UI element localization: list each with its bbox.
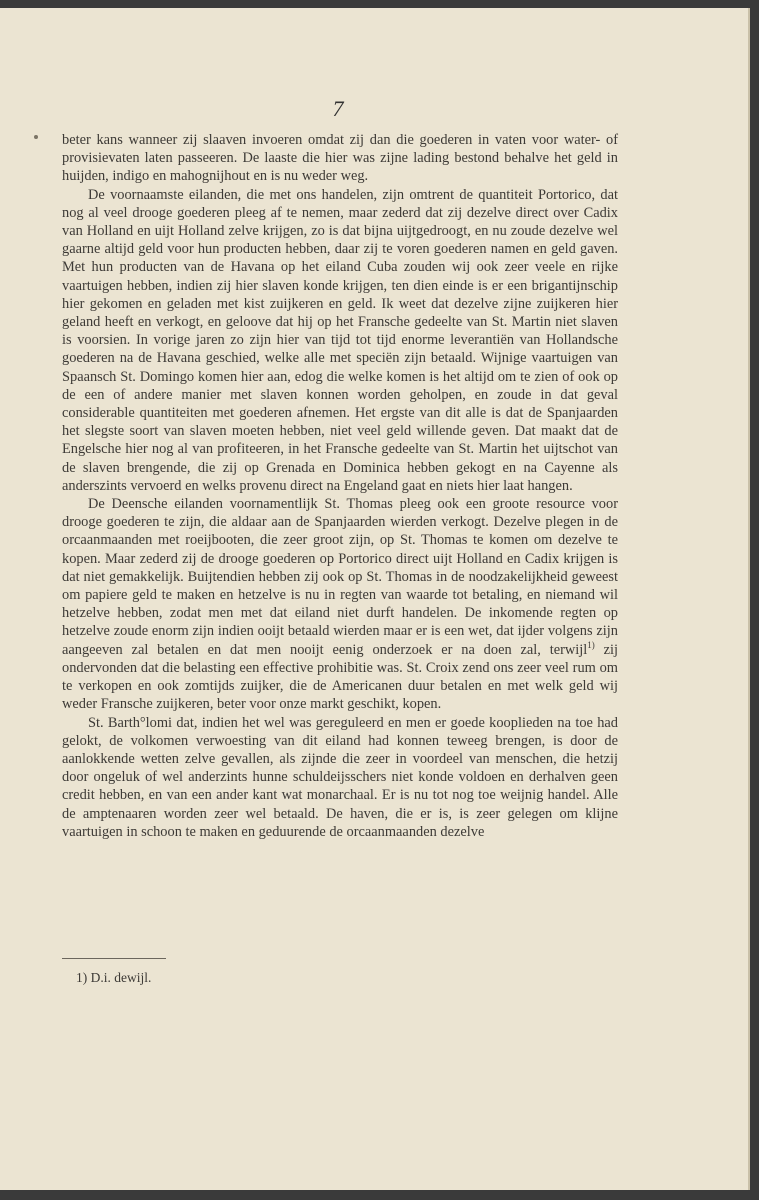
footnote-marker: 1) (76, 970, 88, 985)
paragraph-1: beter kans wanneer zij slaaven invoeren omdat zij dan die goederen in vaten voor water- of provisievaten laten passeeren. De laaste die hier was zijne lading bestond behalve het geld in huijden, indigo en mahognijhout en is nu weder weg. (62, 132, 618, 185)
document-page (0, 8, 750, 1190)
paragraph-4: St. Barth°lomi dat, indien het wel was gereguleerd en men er goede kooplieden na toe had gelokt, de volkomen verwoesting van dit eiland had konnen teweeg brengen, is door de aanlokkende wetten zelve gevallen, als zijnde die zeer in voordeel van menschen, die hetzij door ongeluk of wel anderzints hunne schuldeijsschers niet konde voldoen en derhalven geen credit hebben, en van een ander kant wat monarchaal. Er is nu tot nog toe weijnig handel. Alle de amptenaaren worden zeer wel betaald. De haven, die er is, is zeer gelegen om klijne vaartuigen in schoon te maken en geduurende de orcaanmaanden dezelve (62, 714, 618, 840)
footnote-divider (62, 958, 166, 959)
paragraph-3-text: De Deensche eilanden voornamentlijk St. Thomas pleeg ook een groote resource voor drooge goederen te zijn, die aldaar aan de Spanjaarden wierden verkogt. Dezelve plegen in de orcaanmaanden met roeijbooten, die zeer groot zijn, op St. Thomas te komen om dezelve te kopen. Maar zederd zij de drooge goederen op Portorico direct uijt Holland en Cadix krijgen is dat niet gemakkelijk. Buijtendien hebben zij ook op St. Thomas in de noodzakelijkheid geweest om papiere geld te maken en hetzelve is nu in regten van waarde tot betaling, en niemand wil hetzelve hebben, zodat men met dat eiland niet durft handelen. De inkomende regten op hetzelve zoude enorm zijn indien ooijt betaald wierden maar er is een wet, dat ijder volgens zijn aangeeven zal betalen en dat men nooijt eenig onderzoek er na doen zal, terwijl (62, 496, 618, 658)
paragraph-3 (62, 495, 618, 713)
paragraph-3-tail: zij ondervonden dat die belasting een effective prohibitie was. St. Croix zend ons zeer veel rum om te verkopen en ook zomtijds zuijker, die de Americanen duur betalen en met welk geld wij weder Fransche zuijkeren, beter voor onze markt geschikt, kopen. (62, 641, 619, 713)
footnote-text: D.i. dewijl. (90, 970, 152, 985)
page-number: 7 (332, 96, 344, 121)
footnote-reference: 1) (587, 639, 595, 650)
paragraph-2: De voornaamste eilanden, die met ons handelen, zijn omtrent de quantiteit Portorico, dat nog al veel drooge goederen pleeg af te nemen, maar zederd dat zij dezelve direct over Cadix van Holland en uijt Holland zelve krijgen, zo is dat bijna uijtgedroogt, en nu zoude dezelve wel gaarne altijd geld voor hun producten hebben, daar zij te voren goederen namen en geld gaven. Met hun producten van de Havana op het eiland Cuba zouden wij ook zeer veele en rijke vaartuigen hebben, indien zij hier slaven konde krijgen, ten dien einde is er een brigantijnschip hier gekomen en geladen met kist zuijkeren en geld. Ik weet dat dezelve zijne zuijkeren hier geland heeft en verkogt, en geloove dat hij op het Fransche gedeelte van St. Martin niet slaven is voorsien. In vorige jaren zo zijn hier van tijd tot tijd enorme leverantiën van Hollandsche goederen na de Havana geschied, welke alle met speciën zijn betaald. Wijnige vaartuigen van Spaansch St. Domingo komen hier aan, edog die welke komen is het altijd om te zien of ook op de een of andere manier met slaven konnen worden geholpen, en zoude in dat geval considerable quantiteiten met goederen afnemen. Het ergste van dit alle is dat de Spanjaarden het slegste soort van slaven moeten hebben, niet veel geld willende geven. Dat maakt dat de Engelsche hier nog al van profiteeren, in het Fransche gedeelte van St. Martin het uijtschot van de slaven brengende, die zij op Grenada en Dominica hebben gekogt en na Cayenne als anderszints vervoerd en welks provenu direct na Engeland gaat en niets hier laat hangen. (62, 186, 618, 494)
body-text (62, 131, 618, 841)
margin-mark (34, 135, 38, 139)
footnote (76, 970, 151, 986)
